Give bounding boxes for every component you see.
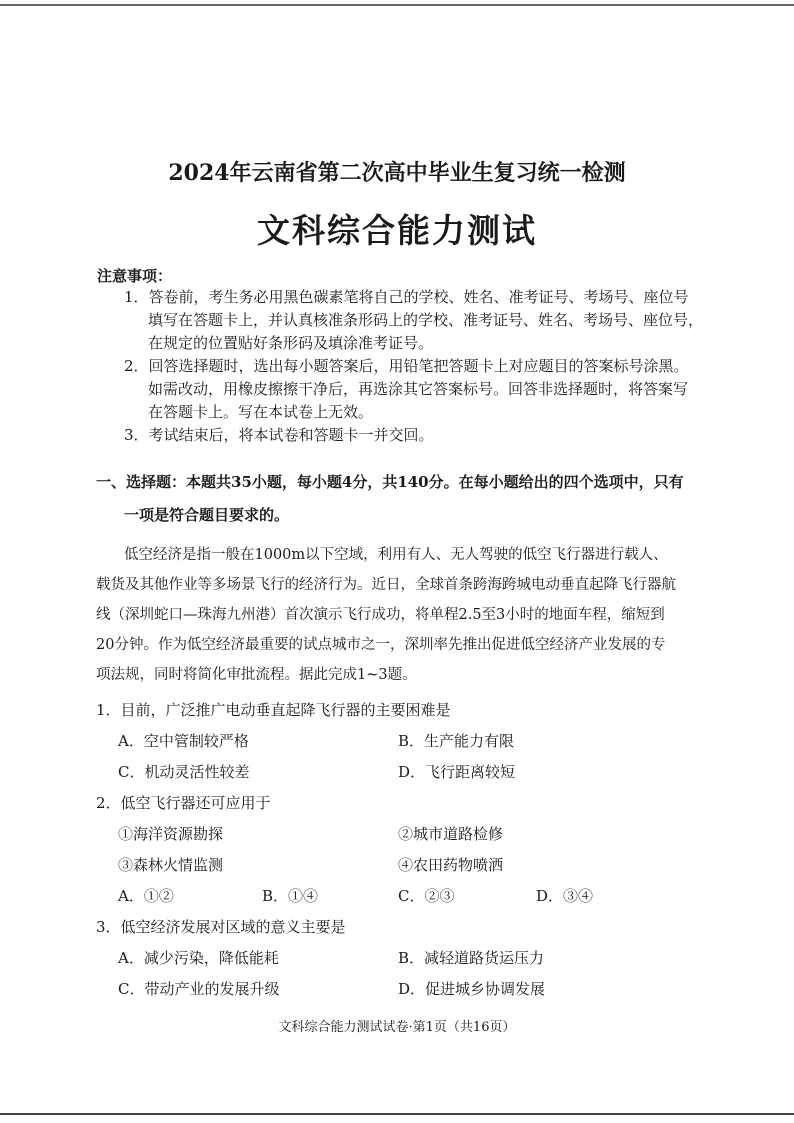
notice-line: 2．回答选择题时，选出每小题答案后，用铅笔把答题卡上对应题目的答案标号涂黑。 [124,357,689,375]
notice-heading: 注意事项： [97,267,173,285]
exam-title: 2024年云南省第二次高中毕业生复习统一检测 [168,160,626,186]
question-2-item-1: ①海洋资源勘探 [118,825,224,843]
question-3-option-b: B．减轻道路货运压力 [398,949,545,967]
question-2-stem: 2．低空飞行器还可应用于 [96,794,271,812]
passage-line: 20分钟。作为低空经济最重要的试点城市之一，深圳率先推出促进低空经济产业发展的专 [96,637,666,653]
passage-line: 载货及其他作业等多场景飞行的经济行为。近日，全球首条跨海跨城电动垂直起降飞行器航 [96,577,676,593]
notice-line: 在规定的位置贴好条形码及填涂准考证号。 [148,334,434,352]
question-3-stem: 3．低空经济发展对区域的意义主要是 [96,918,346,936]
scan-edge-bottom [0,1113,794,1115]
question-2-option-a: A．①② [118,887,174,905]
section-instruction: 一项是符合题目要求的。 [124,506,290,524]
question-2-option-b: B．①④ [262,887,319,905]
notice-line: 如需改动，用橡皮擦擦干净后，再选涂其它答案标号。回答非选择题时，将答案写 [148,380,689,398]
section-instruction: 一、选择题：本题共35小题，每小题4分，共140分。在每小题给出的四个选项中，只有 [96,473,684,491]
question-2-item-2: ②城市道路检修 [398,825,504,843]
question-2-item-4: ④农田药物喷洒 [398,856,504,874]
question-1-option-d: D．飞行距离较短 [398,763,516,781]
question-2-item-3: ③森林火情监测 [118,856,224,874]
notice-line: 在答题卡上。写在本试卷上无效。 [148,403,374,421]
question-1-option-b: B．生产能力有限 [398,732,515,750]
notice-line: 3．考试结束后，将本试卷和答题卡一并交回。 [124,426,434,444]
passage-line: 低空经济是指一般在1000m以下空域，利用有人、无人驾驶的低空飞行器进行载人、 [124,547,668,563]
question-1-stem: 1．目前，广泛推广电动垂直起降飞行器的主要困难是 [96,701,451,719]
question-3-option-a: A．减少污染，降低能耗 [118,949,279,967]
question-3-option-c: C．带动产业的发展升级 [118,980,280,998]
question-1-option-c: C．机动灵活性较差 [118,763,250,781]
question-2-option-d: D．③④ [536,887,594,905]
question-2-option-c: C．②③ [398,887,455,905]
subject-title: 文科综合能力测试 [257,211,537,250]
passage-line: 线（深圳蛇口—珠海九州港）首次演示飞行成功，将单程2.5至3小时的地面车程，缩短到 [96,607,665,623]
scan-edge-top [0,4,794,6]
passage-line: 项法规，同时将简化审批流程。据此完成1~3题。 [96,667,417,683]
question-1-option-a: A．空中管制较严格 [118,732,249,750]
notice-line: 填写在答题卡上，并认真核准条形码上的学校、准考证号、姓名、考场号、座位号， [148,311,704,329]
notice-line: 1．答卷前，考生务必用黑色碳素笔将自己的学校、姓名、准考证号、考场号、座位号 [124,288,689,306]
question-3-option-d: D．促进城乡协调发展 [398,980,546,998]
page-footer: 文科综合能力测试试卷·第1页（共16页） [278,1020,516,1035]
